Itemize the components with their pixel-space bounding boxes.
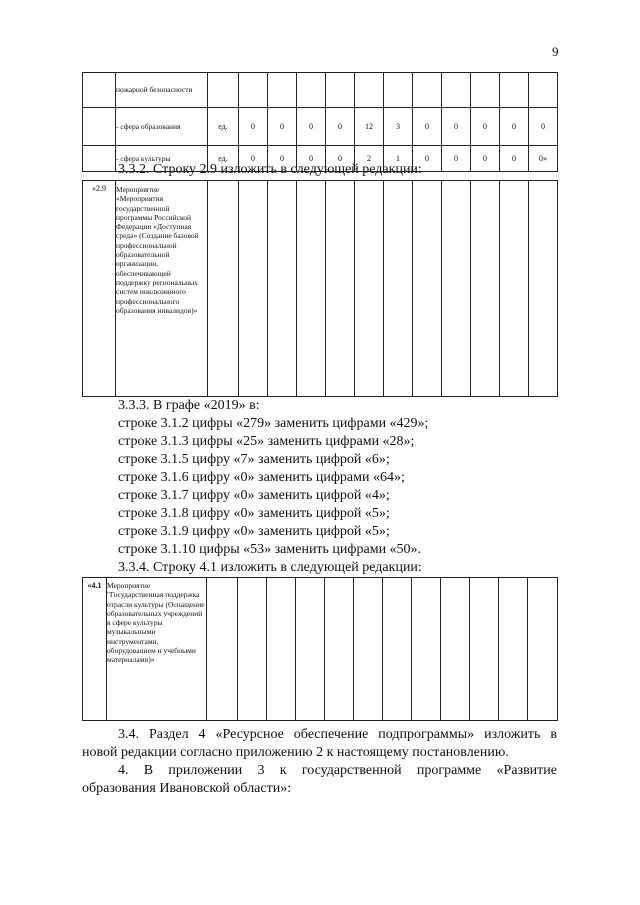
value-cell: 0 [268,146,297,172]
paragraph-3-3-3: 3.3.3. В графе «2019» в: [118,398,260,413]
replacement-line: строке 3.1.8 цифру «0» заменить цифрой «5»; [118,506,390,521]
table-row [83,181,558,397]
row-code: «4.1 [83,578,107,721]
value-cell: 0 [239,146,268,172]
row-code: «2.9 [83,181,116,397]
paragraph-4-line1: 4. В приложении 3 к государственной программе «Развитие [118,763,557,778]
value-cell: 0 [326,108,355,146]
paragraph-3-3-2: 3.3.2. Строку 2.9 изложить в следующей редакции: [118,162,422,177]
row-4-1-table [82,577,558,721]
value-cell: 0 [326,146,355,172]
value-cell: 0 [442,108,471,146]
row-description: Мероприятие "Государственная поддержка отрасли культуры (Оснащение образовательных учреждений в сфере культуры музыкальными инструментами, оборудованием и учебными материалами)» [107,578,207,721]
value-cell: 12 [355,108,384,146]
replacement-line: строке 3.1.10 цифры «53» заменить цифрами «50». [118,542,422,557]
indicator-table [82,72,558,172]
paragraph-3-4-line2: новой редакции согласно приложению 2 к настоящему постановлению. [82,745,509,760]
row-2-9-table [82,180,558,397]
value-cell: 0 [471,108,500,146]
value-cell: 0 [413,108,442,146]
row-label: - сфера культуры [116,146,208,172]
value-cell: 0 [529,108,558,146]
value-cell: 0 [297,146,326,172]
value-cell: 0 [268,108,297,146]
value-cell: 0 [442,146,471,172]
paragraph-4-line2: образования Ивановской области»: [82,781,292,796]
value-cell: 0 [500,146,529,172]
table-row [83,578,558,721]
table-row [83,108,558,146]
unit-cell: ед. [208,146,239,172]
replacement-line: строке 3.1.5 цифру «7» заменить цифрой «6»; [118,452,390,467]
replacement-line: строке 3.1.9 цифру «0» заменить цифрой «5»; [118,524,390,539]
replacement-line: строке 3.1.6 цифру «0» заменить цифрами «64»; [118,470,405,485]
replacement-line: строке 3.1.2 цифры «279» заменить цифрами «429»; [118,416,429,431]
value-cell: 0» [529,146,558,172]
paragraph-3-4-line1: 3.4. Раздел 4 «Ресурсное обеспечение подпрограммы» изложить в [118,727,557,742]
page-number: 9 [552,44,559,59]
value-cell: 2 [355,146,384,172]
value-cell: 0 [413,146,442,172]
replacement-line: строке 3.1.7 цифру «0» заменить цифрой «4»; [118,488,390,503]
row-label: пожарной безопасности [116,73,208,108]
value-cell: 1 [384,146,413,172]
value-cell: 0 [500,108,529,146]
value-cell: 3 [384,108,413,146]
value-cell: 0 [297,108,326,146]
row-label: - сфера образования [116,108,208,146]
unit-cell: ед. [208,108,239,146]
paragraph-3-3-4: 3.3.4. Строку 4.1 изложить в следующей редакции: [118,560,422,575]
value-cell: 0 [239,108,268,146]
value-cell: 0 [471,146,500,172]
row-description: Мероприятие «Мероприятия государственной программы Российской Федерации «Доступная среда» (Создание базовой профессиональной образовательной организации, обеспечивающей поддержку региональных систем инклюзивного профессионального образования инвалидов)» [116,181,208,397]
table-row [83,73,558,108]
replacement-line: строке 3.1.3 цифры «25» заменить цифрами «28»; [118,434,415,449]
